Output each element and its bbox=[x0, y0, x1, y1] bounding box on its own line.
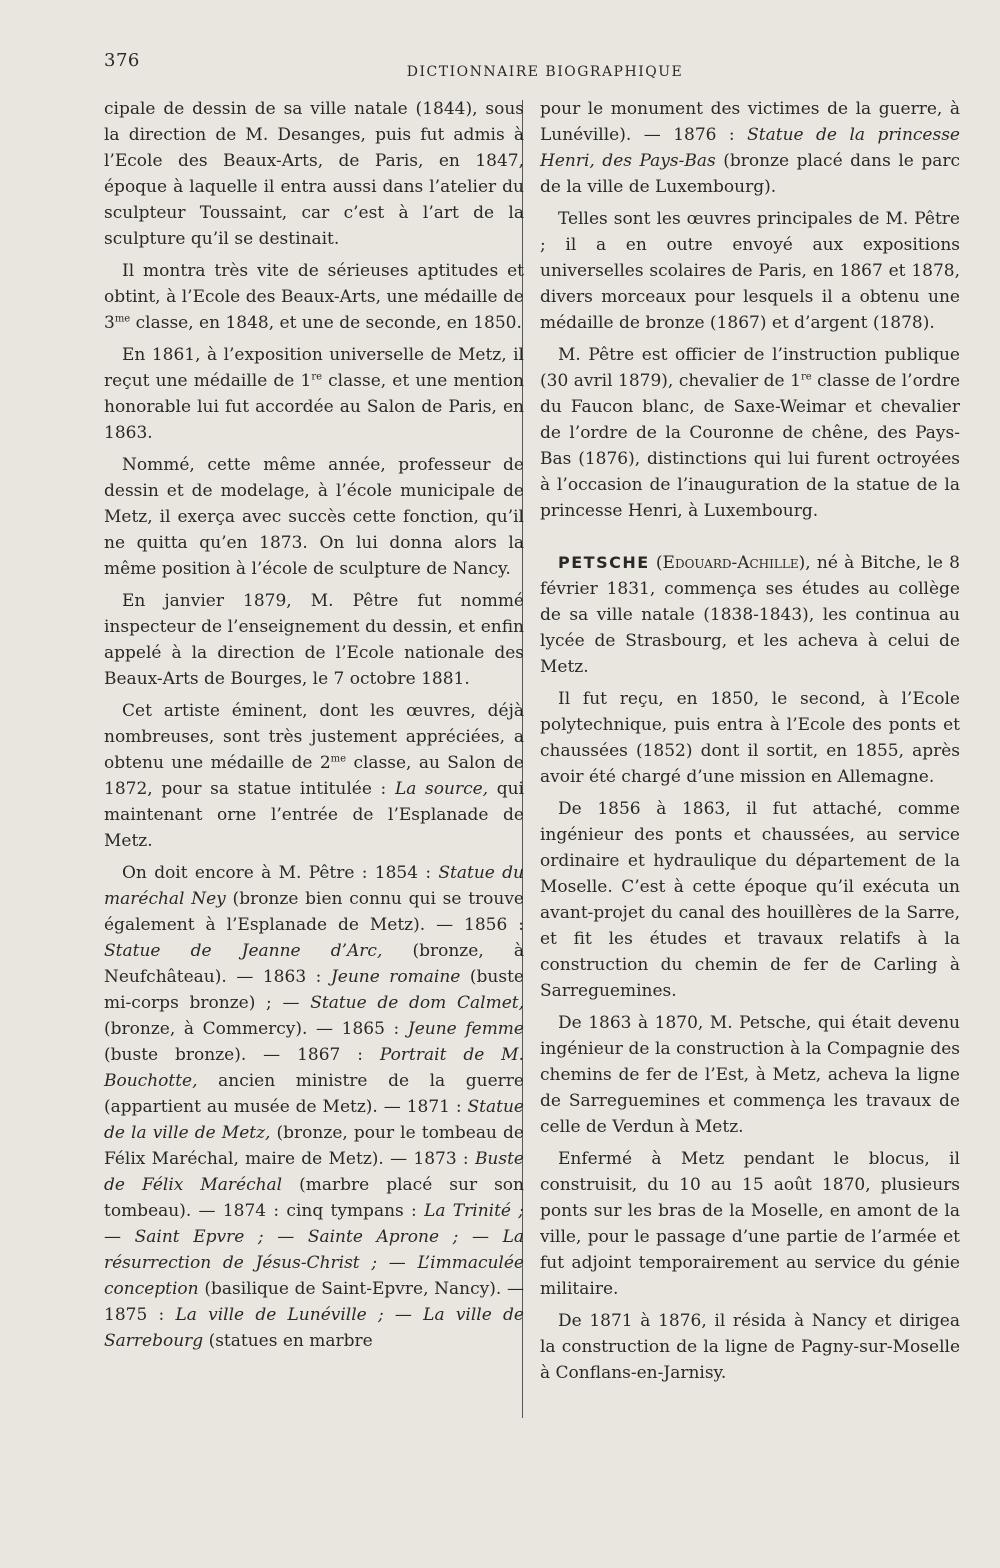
paragraph-text: Enfermé à Metz pendant le blocus, il construisit, du 10 au 15 août 1870, plusieurs ponts sur les bras de la Moselle, en amont de la ville, pour le passage d’une partie de l’armée et fut adjoint temporairement au service du génie militaire. bbox=[540, 1149, 960, 1299]
paragraph-text: pour le monument des victimes de la guerre, à Lunéville). — 1876 : bbox=[540, 99, 960, 145]
paragraph bbox=[104, 96, 524, 252]
paragraph bbox=[540, 96, 960, 200]
superscript: re bbox=[800, 371, 812, 383]
paragraph bbox=[104, 452, 524, 582]
paragraph bbox=[104, 258, 524, 336]
paragraph bbox=[104, 698, 524, 854]
work-title: Portrait de M. Bouchotte, bbox=[104, 1045, 524, 1091]
paragraph-text: (bronze, pour le tombeau de Félix Maréchal, maire de Metz). — 1873 : bbox=[104, 1123, 524, 1169]
paragraph-text: En 1861, à l’exposition universelle de Metz, il reçut une médaille de 1 bbox=[104, 345, 524, 391]
work-title: Jeune femme bbox=[407, 1019, 524, 1039]
page-number: 376 bbox=[104, 50, 140, 71]
paragraph-text: classe, et une mention honorable lui fut accordée au Salon de Paris, en 1863. bbox=[104, 371, 524, 443]
paragraph-text: De 1856 à 1863, il fut attaché, comme ingénieur des ponts et chaussées, au service ordinaire et hydraulique du département de la Moselle. C’est à cette époque qu’il exécuta un avant-projet du canal des houillères de la Sarre, et fit les études et travaux relatifs à la construction du chemin de fer de Carling à Sarreguemines. bbox=[540, 799, 960, 1001]
paragraph-text: (statues en marbre bbox=[203, 1331, 373, 1351]
paragraph bbox=[540, 1146, 960, 1302]
paragraph-text: Il montra très vite de sérieuses aptitudes et obtint, à l’Ecole des Beaux-Arts, une médaille de 3 bbox=[104, 261, 524, 333]
superscript: me bbox=[114, 313, 131, 325]
paragraph-text: (bronze bien connu qui se trouve également à l’Esplanade de Metz). — 1856 : bbox=[104, 889, 524, 935]
right-column bbox=[540, 96, 960, 1392]
paragraph bbox=[104, 860, 524, 1354]
paragraph-text: De 1863 à 1870, M. Petsche, qui était devenu ingénieur de la construction à la Compagnie des chemins de fer de l’Est, à Metz, acheva la ligne de Sarreguemines et commença les travaux de celle de Verdun à Metz. bbox=[540, 1013, 960, 1137]
work-title: Statue du maréchal Ney bbox=[104, 863, 524, 909]
paragraph-text: (buste mi-corps bronze) ; — bbox=[104, 967, 524, 1013]
paragraph-text: né à Bitche, le 8 février 1831, commença ses études au collège de sa ville natale (1838-1843), les continua au lycée de Strasbourg, et les acheva à celui de Metz. bbox=[540, 553, 960, 677]
paragraph-text: Telles sont les œuvres principales de M. Pêtre ; il a en outre envoyé aux expositions universelles scolaires de Paris, en 1867 et 1878, divers morceaux pour lesquels il a obtenu une médaille de bronze (1867) et d’argent (1878). bbox=[540, 209, 960, 333]
running-head: DICTIONNAIRE BIOGRAPHIQUE bbox=[406, 64, 684, 80]
paragraph-text: cipale de dessin de sa ville natale (1844), sous la direction de M. Desanges, puis fut admis à l’Ecole des Beaux-Arts, de Paris, en 1847, époque à laquelle il entra aussi dans l’atelier du sculpteur Toussaint, car c’est à l’art de la sculpture qu’il se destinait. bbox=[104, 99, 524, 249]
paragraph bbox=[540, 686, 960, 790]
paragraph-text: qui maintenant orne l’entrée de l’Esplanade de Metz. bbox=[104, 779, 524, 851]
paragraph bbox=[540, 206, 960, 336]
work-title: Jeune romaine bbox=[330, 967, 461, 987]
paragraph-text: (bronze, à Commercy). — 1865 : bbox=[104, 1019, 408, 1039]
paragraph-text: classe, en 1848, et une de seconde, en 1850. bbox=[130, 313, 522, 333]
paragraph-text: On doit encore à M. Pêtre : 1854 : bbox=[122, 863, 439, 883]
paragraph-text: (basilique de Saint-Epvre, Nancy). — 1875 : bbox=[104, 1279, 524, 1325]
work-title: Statue de la ville de Metz, bbox=[104, 1097, 524, 1143]
paragraph bbox=[104, 588, 524, 692]
paragraph-text: M. Pêtre est officier de l’instruction publique (30 avril 1879), chevalier de 1 bbox=[540, 345, 960, 391]
work-title: La ville de Lunéville ; — La ville de Sarrebourg bbox=[104, 1305, 524, 1351]
work-title: La Trinité ; — Saint Epvre ; — Sainte Aprone ; — La résurrection de Jésus-Christ ; — L’immaculée conception bbox=[104, 1201, 524, 1299]
work-title: La source, bbox=[394, 779, 489, 799]
paragraph-text: (buste bronze). — 1867 : bbox=[104, 1045, 380, 1065]
paragraph-text: (bronze placé dans le parc de la ville de Luxembourg). bbox=[540, 151, 961, 197]
paragraph-text: (bronze, à Neufchâteau). — 1863 : bbox=[104, 941, 524, 987]
work-title: Statue de dom Calmet, bbox=[310, 993, 524, 1013]
paragraph-text: Il fut reçu, en 1850, le second, à l’Ecole polytechnique, puis entra à l’Ecole des ponts et chaussées (1852) dont il sortit, en 1855, après avoir été chargé d’une mission en Allemagne. bbox=[540, 689, 960, 787]
paragraph bbox=[540, 1308, 960, 1386]
paragraph-text: (marbre placé sur son tombeau). — 1874 : cinq tympans : bbox=[104, 1175, 524, 1221]
superscript: me bbox=[330, 753, 347, 765]
entry-name: PETSCHE bbox=[558, 553, 650, 572]
paragraph-text: ancien ministre de la guerre (appartient au musée de Metz). — 1871 : bbox=[104, 1071, 524, 1117]
work-title: Statue de la princesse Henri, des Pays-Bas bbox=[540, 125, 960, 171]
paragraph bbox=[540, 796, 960, 1004]
biography-entry bbox=[540, 550, 960, 680]
paragraph bbox=[540, 1010, 960, 1140]
paragraph-text: Cet artiste éminent, dont les œuvres, déjà nombreuses, sont très justement appréciées, a obtenu une médaille de 2 bbox=[104, 701, 524, 773]
work-title: Statue de Jeanne d’Arc, bbox=[104, 941, 383, 961]
work-title: Buste de Félix Maréchal bbox=[104, 1149, 524, 1195]
left-column bbox=[104, 96, 524, 1360]
entry-given-names: (Edouard-Achille), bbox=[655, 553, 811, 573]
paragraph-text: Nommé, cette même année, professeur de dessin et de modelage, à l’école municipale de Metz, il exerça avec succès cette fonction, qu’il ne quitta qu’en 1873. On lui donna alors la même position à l’école de sculpture de Nancy. bbox=[104, 455, 524, 579]
paragraph-text: classe de l’ordre du Faucon blanc, de Saxe-Weimar et chevalier de l’ordre de la Couronne de chêne, des Pays-Bas (1876), distinctions qui lui furent octroyées à l’occasion de l’inauguration de la statue de la princesse Henri, à Luxembourg. bbox=[540, 371, 961, 521]
paragraph-text: En janvier 1879, M. Pêtre fut nommé inspecteur de l’enseignement du dessin, et enfin appelé à la direction de l’Ecole nationale des Beaux-Arts de Bourges, le 7 octobre 1881. bbox=[104, 591, 524, 689]
superscript: re bbox=[311, 371, 323, 383]
paragraph-text: De 1871 à 1876, il résida à Nancy et dirigea la construction de la ligne de Pagny-sur-Moselle à Conflans-en-Jarnisy. bbox=[540, 1311, 960, 1383]
paragraph-text: classe, au Salon de 1872, pour sa statue intitulée : bbox=[104, 753, 524, 799]
paragraph bbox=[104, 342, 524, 446]
paragraph bbox=[540, 342, 960, 524]
